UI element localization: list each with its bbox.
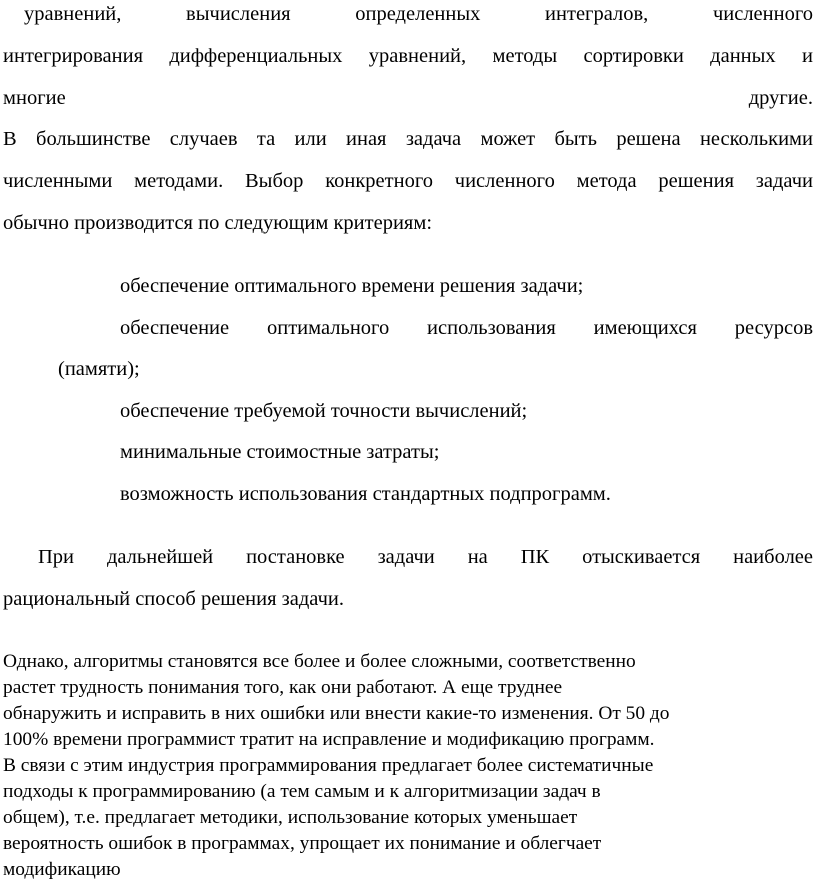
criteria-item-3: обеспечение требуемой точности вычислений; — [120, 400, 528, 422]
paragraph-3-line-2: рациональный способ решения задачи. — [3, 588, 344, 610]
paragraph-1-line-2: интегрирования дифференциальных уравнений, методы сортировки данных и — [3, 45, 813, 67]
criteria-item-5: возможность использования стандартных подпрограмм. — [120, 483, 611, 505]
criteria-item-2: обеспечение оптимального использования имеющихся ресурсов — [120, 317, 813, 339]
criteria-item-2-continuation: (памяти); — [58, 358, 140, 380]
paragraph-3-line-1: При дальнейшей постановке задачи на ПК отыскивается наиболее — [38, 546, 813, 568]
paragraph-4-line-3: обнаружить и исправить в них ошибки или внести какие-то изменения. От 50 до — [3, 703, 670, 724]
paragraph-1-line-3: многие другие. — [3, 87, 813, 109]
paragraph-4-line-7: общем), т.е. предлагает методики, использование которых уменьшает — [3, 807, 578, 828]
paragraph-4-line-8: вероятность ошибок в программах, упрощает их понимание и облегчает — [3, 833, 602, 854]
criteria-item-4: минимальные стоимостные затраты; — [120, 441, 440, 463]
paragraph-4-line-6: подходы к программированию (а тем самым и к алгоритмизации задач в — [3, 781, 601, 802]
paragraph-4-line-2: растет трудность понимания того, как они работают. А еще труднее — [3, 677, 563, 698]
paragraph-4-line-9: модификацию — [3, 859, 121, 880]
paragraph-1-line-1: уравнений, вычисления определенных интегралов, численного — [24, 3, 813, 25]
paragraph-2-line-3: обычно производится по следующим критериям: — [3, 212, 433, 234]
paragraph-4-line-5: В связи с этим индустрия программирования предлагает более систематичные — [3, 755, 654, 776]
paragraph-4-line-1: Однако, алгоритмы становятся все более и более сложными, соответственно — [3, 651, 636, 672]
paragraph-4-line-4: 100% времени программист тратит на исправление и модификацию программ. — [3, 729, 655, 750]
paragraph-2-line-2: численными методами. Выбор конкретного численного метода решения задачи — [3, 170, 813, 192]
criteria-item-1: обеспечение оптимального времени решения задачи; — [120, 275, 584, 297]
paragraph-2-line-1: В большинстве случаев та или иная задача может быть решена несколькими — [3, 128, 813, 150]
